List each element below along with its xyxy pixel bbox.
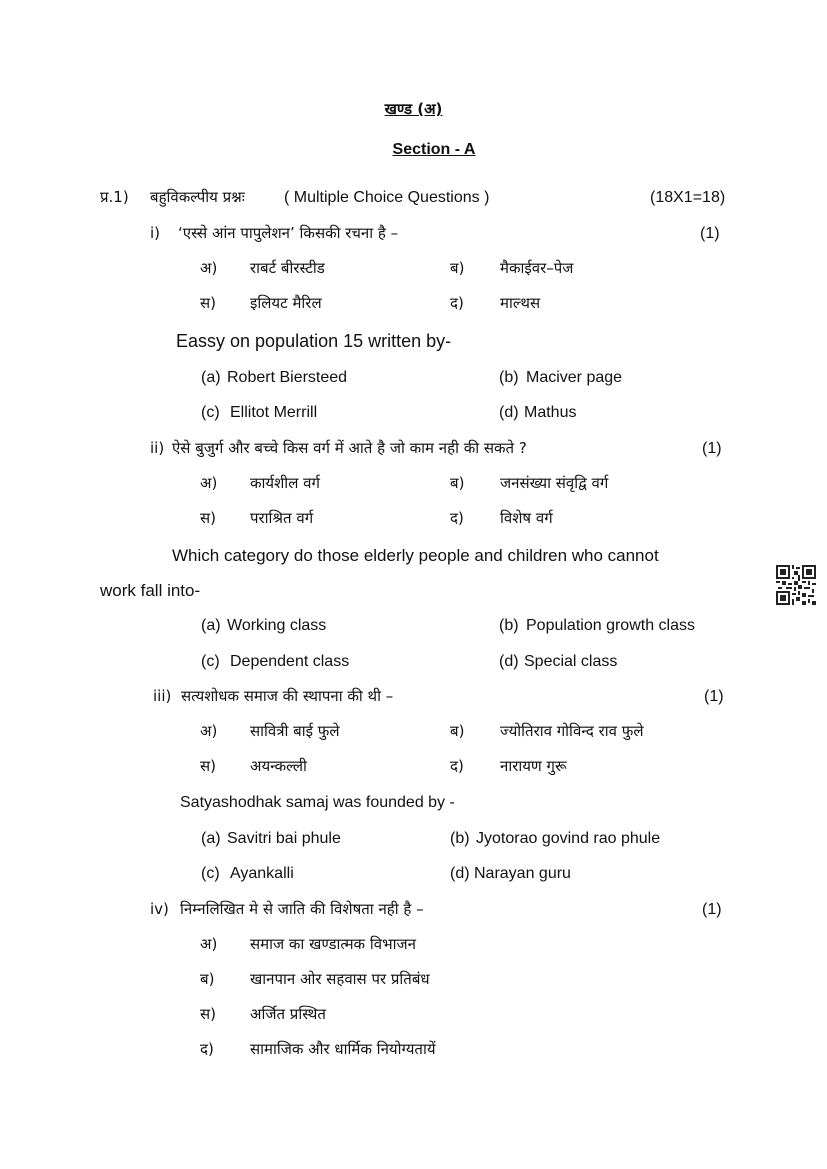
option-text: सामाजिक और धार्मिक नियोग्यतायें xyxy=(250,1040,436,1058)
option-text: अयन्कल्ली xyxy=(250,757,307,775)
option-text: Robert Biersteed xyxy=(227,369,348,386)
option-text: मैकाईवर–पेज xyxy=(500,259,574,277)
option-text: सावित्री बाई फुले xyxy=(250,722,340,740)
question-i-english: Eassy on population 15 written by- xyxy=(176,331,452,351)
option-text: Special class xyxy=(524,653,618,670)
option-key: (c) xyxy=(201,865,220,882)
option-text: Mathus xyxy=(524,404,577,421)
option-key: (a) xyxy=(201,369,221,386)
question-iii-marks: (1) xyxy=(704,688,724,705)
option-text: Dependent class xyxy=(230,653,350,670)
option-key: ब) xyxy=(200,970,215,988)
question-num-iv: iv) xyxy=(150,900,169,918)
option-key: (d) xyxy=(499,653,519,670)
section-title-english: Section - A xyxy=(392,141,476,158)
option-key: ब) xyxy=(450,259,465,277)
option-text: ज्योतिराव गोविन्द राव फुले xyxy=(500,722,644,740)
option-key: (b) xyxy=(450,830,470,847)
mcq-label-hindi: बहुविकल्पीय प्रश्नः xyxy=(150,188,245,206)
option-key: स) xyxy=(200,757,216,775)
question-iii-hindi: सत्यशोधक समाज की स्थापना की थी – xyxy=(181,687,394,705)
option-text: राबर्ट बीरस्टीड xyxy=(250,259,325,277)
option-text: Working class xyxy=(227,617,327,634)
option-text: विशेष वर्ग xyxy=(500,509,553,527)
option-key: अ) xyxy=(200,935,218,953)
option-key: स) xyxy=(200,294,216,312)
option-text: इलियट मैरिल xyxy=(250,294,322,312)
mcq-label-english: ( Multiple Choice Questions ) xyxy=(284,189,490,206)
option-text: खानपान ओर सहवास पर प्रतिबंध xyxy=(250,970,430,988)
option-key: (c) xyxy=(201,404,220,421)
total-marks: (18X1=18) xyxy=(650,189,726,206)
option-key: (a) xyxy=(201,830,221,847)
option-key: ब) xyxy=(450,474,465,492)
option-text: Jyotorao govind rao phule xyxy=(476,830,661,847)
question-num-iii: iii) xyxy=(153,687,172,705)
question-i-marks: (1) xyxy=(700,225,720,242)
option-text: Savitri bai phule xyxy=(227,830,341,847)
option-text: Ellitot Merrill xyxy=(230,404,318,421)
option-key: द) xyxy=(450,757,464,775)
question-ii-english-line1: Which category do those elderly people and children who cannot xyxy=(172,546,659,565)
option-text: Narayan guru xyxy=(474,865,571,882)
option-key: द) xyxy=(200,1040,214,1058)
option-text: Ayankalli xyxy=(230,865,294,882)
option-key: (b) xyxy=(499,617,519,634)
question-num-ii: ii) xyxy=(150,439,165,457)
question-ii-english-line2: work fall into- xyxy=(100,581,201,600)
option-text: पराश्रित वर्ग xyxy=(250,509,314,527)
option-text: नारायण गुरू xyxy=(500,757,567,775)
option-text: Population growth class xyxy=(526,617,695,634)
option-text: Maciver page xyxy=(526,369,623,386)
option-key: अ) xyxy=(200,259,218,277)
question-iii-english: Satyashodhak samaj was founded by - xyxy=(180,794,455,811)
question-ii-hindi: ऐसे बुजुर्ग और बच्चे किस वर्ग में आते है जो काम नही की सकते ? xyxy=(172,439,527,457)
option-key: (d) xyxy=(499,404,519,421)
question-i-hindi: ‘एस्से आंन पापुलेशन’ किसकी रचना है – xyxy=(178,224,399,242)
option-key: स) xyxy=(200,1005,216,1023)
question-num-i: i) xyxy=(150,224,161,242)
option-text: अर्जित प्रस्थित xyxy=(250,1005,326,1023)
option-key: (b) xyxy=(499,369,519,386)
question-ii-marks: (1) xyxy=(702,440,722,457)
option-text: समाज का खण्डात्मक विभाजन xyxy=(250,935,416,953)
section-title-hindi: खण्ड (अ) xyxy=(384,100,443,118)
option-key: द) xyxy=(450,294,464,312)
question-iv-hindi: निम्नलिखित मे से जाति की विशेषता नही है – xyxy=(180,900,424,918)
option-key: (a) xyxy=(201,617,221,634)
question-iv-marks: (1) xyxy=(702,901,722,918)
option-key: (c) xyxy=(201,653,220,670)
option-key: द) xyxy=(450,509,464,527)
question-number: प्र.1) xyxy=(100,188,129,206)
option-key: ब) xyxy=(450,722,465,740)
option-text: कार्यशील वर्ग xyxy=(250,474,320,492)
option-key: स) xyxy=(200,509,216,527)
option-text: जनसंख्या संवृद्वि वर्ग xyxy=(500,474,609,492)
option-key: अ) xyxy=(200,474,218,492)
option-key: (d) xyxy=(450,865,470,882)
qr-code-icon[interactable] xyxy=(776,565,816,605)
option-text: माल्थस xyxy=(500,294,541,312)
option-key: अ) xyxy=(200,722,218,740)
